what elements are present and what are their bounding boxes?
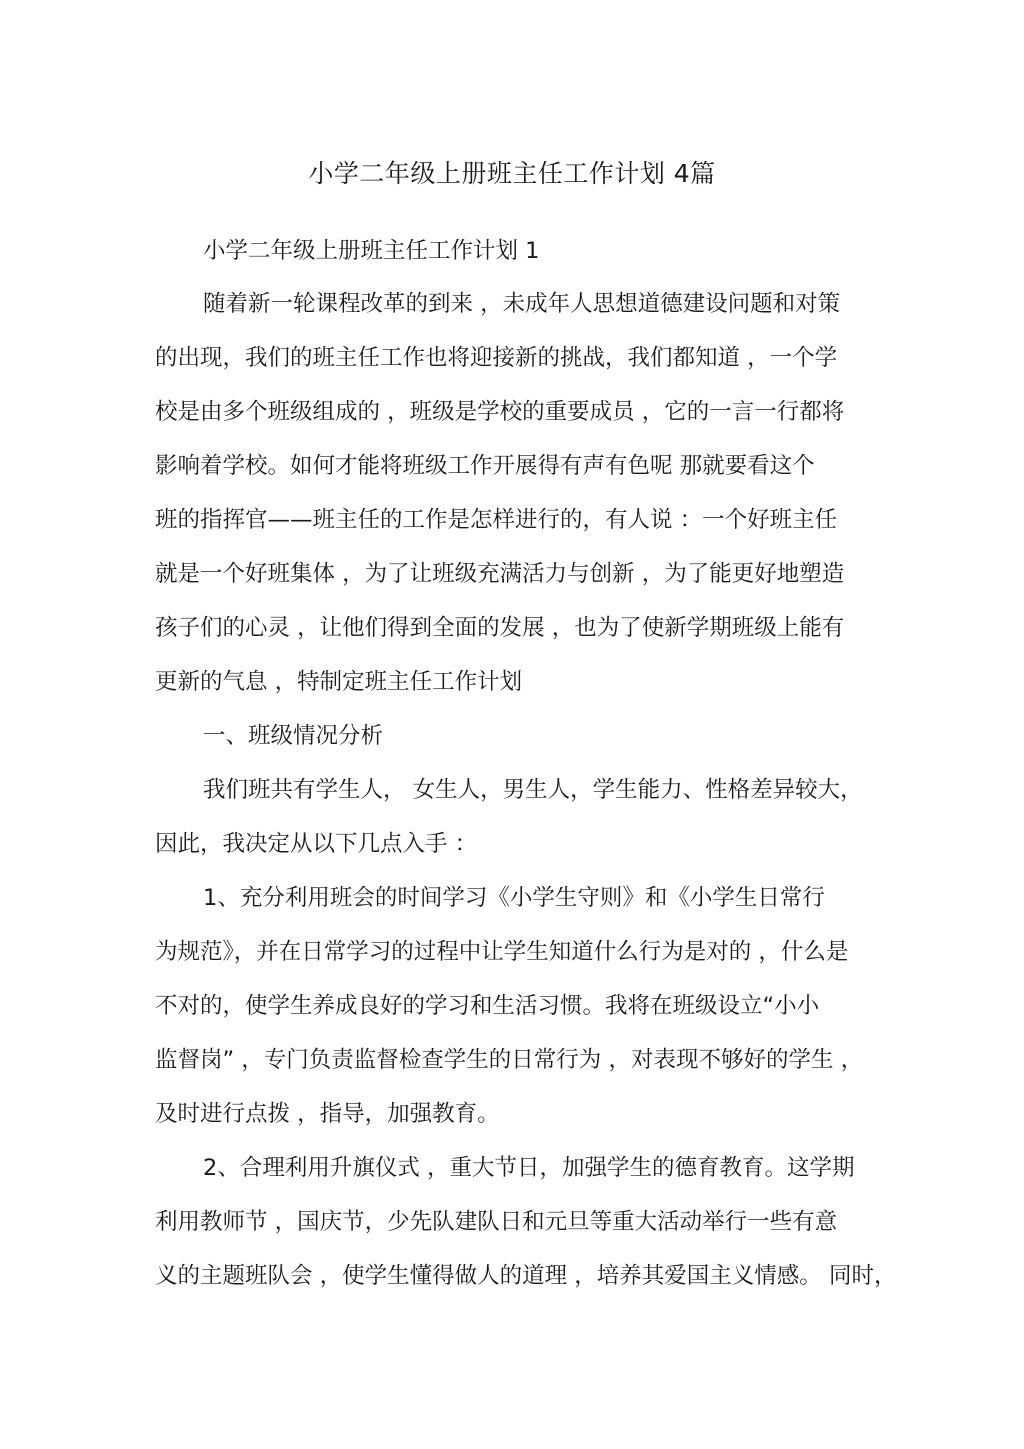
paragraph-line: 就是一个好班集体 ，为了让班级充满活力与创新 ，为了能更好地塑造 xyxy=(155,561,845,587)
paragraph-line: 义的主题班队会 ，使学生懂得做人的道理 ，培养其爱国主义情感。 同时， xyxy=(155,1263,897,1289)
paragraph-line: 孩子们的心灵 ，让他们得到全面的发展 ，也为了使新学期班级上能有 xyxy=(155,615,845,641)
paragraph-line: 影响着学校。如何才能将班级工作开展得有声有色呢 那就要看这个 xyxy=(155,453,815,479)
paragraph-line: 校是由多个班级组成的 ，班级是学校的重要成员 ，它的一言一行都将 xyxy=(155,399,845,425)
section-heading-plan-1: 小学二年级上册班主任工作计划 1 xyxy=(203,238,540,264)
paragraph-line: 我们班共有学生人， 女生人，男生人，学生能力、性格差异较大， xyxy=(203,777,863,803)
paragraph-line: 监督岗” ，专门负责监督检查学生的日常行为 ，对表现不够好的学生 ， xyxy=(155,1047,864,1073)
list-item-2: 2、合理利用升旗仪式 ，重大节日，加强学生的德育教育。这学期 xyxy=(203,1155,855,1181)
list-item-1: 1、充分利用班会的时间学习《小学生守则》和《小学生日常行 xyxy=(203,885,825,911)
paragraph-line: 及时进行点拨 ，指导，加强教育。 xyxy=(155,1101,500,1127)
paragraph-line: 的出现，我们的班主任工作也将迎接新的挑战，我们都知道 ，一个学 xyxy=(155,345,838,371)
document-title: 小学二年级上册班主任工作计划 4篇 xyxy=(308,159,716,188)
paragraph-line: 随着新一轮课程改革的到来 ，未成年人思想道德建设问题和对策 xyxy=(203,291,841,317)
paragraph-line: 更新的气息 ，特制定班主任工作计划 xyxy=(155,669,523,695)
paragraph-line: 为规范》，并在日常学习的过程中让学生知道什么行为是对的 ，什么是 xyxy=(155,939,849,965)
section-heading-class-analysis: 一、班级情况分析 xyxy=(203,723,384,749)
paragraph-line: 不对的，使学生养成良好的学习和生活习惯。我将在班级设立“小小 xyxy=(155,993,820,1019)
paragraph-line: 班的指挥官——班主任的工作是怎样进行的，有人说 ：一个好班主任 xyxy=(155,507,838,533)
paragraph-line: 因此，我决定从以下几点入手 ： xyxy=(155,831,478,857)
paragraph-line: 利用教师节 ，国庆节，少先队建队日和元旦等重大活动举行一些有意 xyxy=(155,1209,838,1235)
